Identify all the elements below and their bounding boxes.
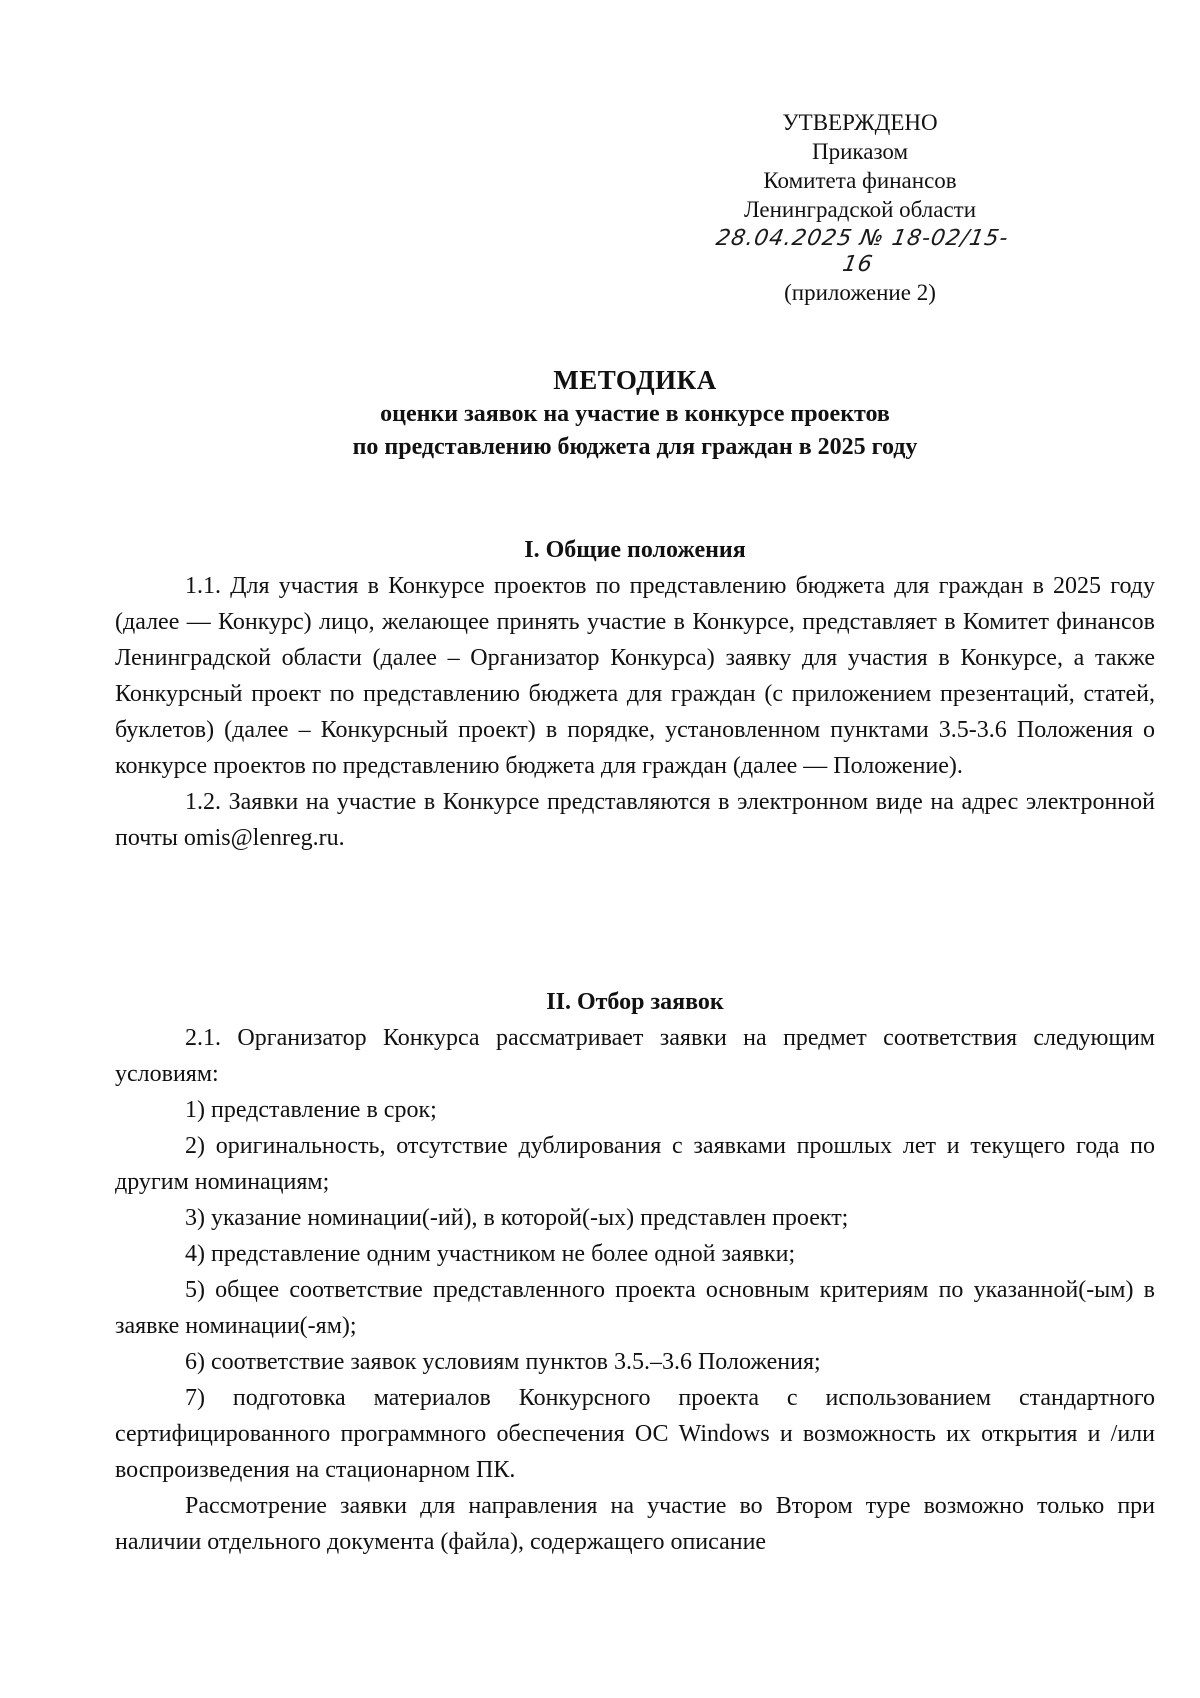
title-main: МЕТОДИКА xyxy=(553,365,717,395)
section-selection xyxy=(115,984,1155,1560)
approval-by-order: Приказом xyxy=(811,139,909,164)
title-line2: по представлению бюджета для граждан в 2025 году xyxy=(352,434,918,460)
paragraph: 2.1. Организатор Конкурса рассматривает заявки на предмет соответствия следующим условиям: xyxy=(115,1025,1155,1087)
paragraph: Рассмотрение заявки для направления на участие во Втором туре возможно только при наличии отдельного документа (файла), содержащего описание xyxy=(115,1493,1155,1555)
paragraph: 1.1. Для участия в Конкурсе проектов по представлению бюджета для граждан в 2025 году (далее — Конкурс) лицо, желающее принять участие в Конкурсе, представляет в Комитет финансов Ленинградской области (далее – Организатор Конкурса) заявку для участия в Конкурсе, а также Конкурсный проект по представлению бюджета для граждан (с приложением презентаций, статей, буклетов) (далее – Конкурсный проект) в порядке, установленном пунктами 3.5-3.6 Положения о конкурсе проектов по представлению бюджета для граждан (далее — Положение). xyxy=(115,573,1155,779)
list-item: 3) указание номинации(-ий), в которой(-ых) представлен проект; xyxy=(185,1205,849,1231)
approval-stamp-block xyxy=(710,108,1010,307)
list-item: 7) подготовка материалов Конкурсного проекта с использованием стандартного сертифицированного программного обеспечения ОС Windows и возможность их открытия и /или воспроизведения на стационарном ПК. xyxy=(115,1385,1155,1483)
section-heading: I. Общие положения xyxy=(524,537,746,563)
section-general xyxy=(115,532,1155,856)
approval-order-ref: 28.04.2025 № 18-02/15-16 xyxy=(714,226,1011,277)
list-item: 5) общее соответствие представленного проекта основным критериям по указанной(-ым) в заявке номинации(-ям); xyxy=(115,1277,1155,1339)
approval-region: Ленинградской области xyxy=(743,197,977,222)
section-heading: II. Отбор заявок xyxy=(546,989,724,1015)
list-item: 2) оригинальность, отсутствие дублирования с заявками прошлых лет и текущего года по другим номинациям; xyxy=(115,1133,1155,1195)
list-item: 1) представление в срок; xyxy=(185,1097,437,1123)
list-item: 6) соответствие заявок условиям пунктов 3.5.–3.6 Положения; xyxy=(185,1349,821,1375)
document-title xyxy=(115,362,1155,464)
list-item: 4) представление одним участником не более одной заявки; xyxy=(185,1241,796,1267)
paragraph: 1.2. Заявки на участие в Конкурсе представляются в электронном виде на адрес электронной почты omis@lenreg.ru. xyxy=(115,789,1155,851)
approval-approved: УТВЕРЖДЕНО xyxy=(782,110,938,135)
approval-appendix: (приложение 2) xyxy=(784,280,936,305)
approval-committee: Комитета финансов xyxy=(763,168,957,193)
title-line1: оценки заявок на участие в конкурсе проектов xyxy=(380,401,890,427)
